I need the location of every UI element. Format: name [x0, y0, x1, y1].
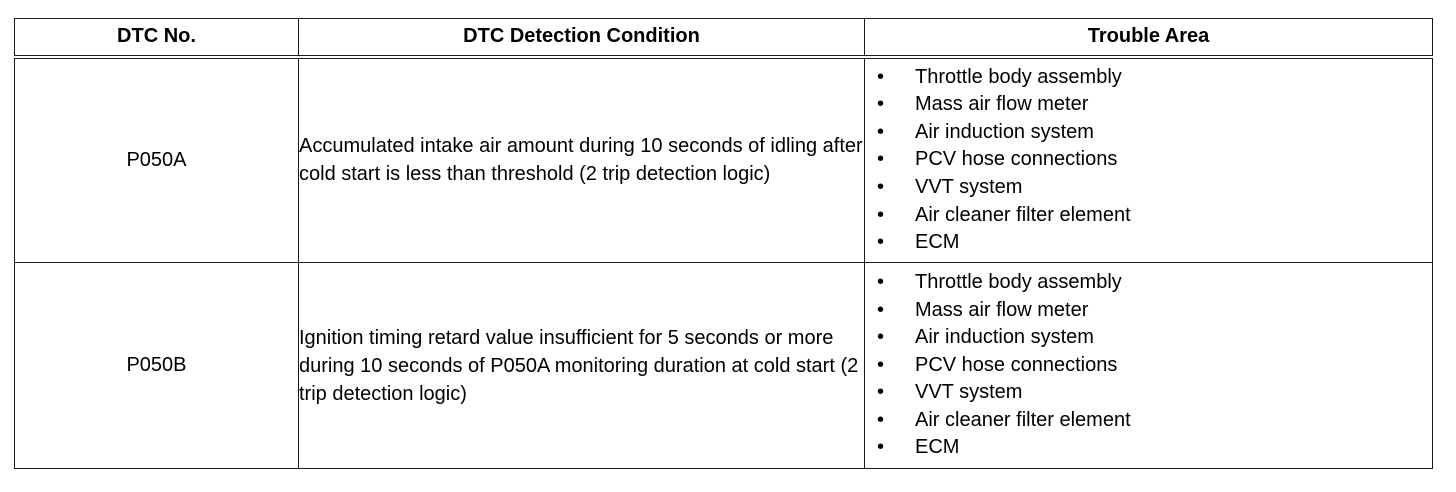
bullet-icon: •: [877, 65, 885, 88]
list-item: [865, 352, 1432, 380]
bullet-icon: •: [877, 231, 885, 254]
trouble-area-label: Air induction system: [915, 120, 1094, 143]
bullet-icon: •: [877, 408, 885, 431]
trouble-area-label: ECM: [915, 436, 960, 459]
bullet-icon: •: [877, 381, 885, 404]
trouble-area-list: [865, 64, 1432, 257]
table-row: [15, 263, 1433, 469]
list-item: [865, 91, 1432, 119]
header-trouble-area: Trouble Area: [865, 19, 1433, 57]
list-item: [865, 407, 1432, 435]
trouble-area-label: ECM: [915, 231, 960, 254]
bullet-icon: •: [877, 436, 885, 459]
trouble-area-cell: [865, 263, 1433, 469]
trouble-area-label: VVT system: [915, 381, 1023, 404]
bullet-icon: •: [877, 298, 885, 321]
table-row: [15, 57, 1433, 263]
trouble-area-label: Mass air flow meter: [915, 93, 1089, 116]
bullet-icon: •: [877, 203, 885, 226]
trouble-area-label: Mass air flow meter: [915, 298, 1089, 321]
bullet-icon: •: [877, 353, 885, 376]
list-item: [865, 64, 1432, 92]
trouble-area-list: [865, 269, 1432, 462]
detection-condition-cell: Accumulated intake air amount during 10 seconds of idling after cold start is less than threshold (2 trip detection logic): [299, 57, 865, 263]
list-item: [865, 379, 1432, 407]
trouble-area-label: Throttle body assembly: [915, 65, 1122, 88]
trouble-area-label: Air cleaner filter element: [915, 408, 1131, 431]
bullet-icon: •: [877, 270, 885, 293]
dtc-code-cell: P050A: [15, 57, 299, 263]
header-row: [15, 19, 1433, 57]
header-detection-condition: DTC Detection Condition: [299, 19, 865, 57]
bullet-icon: •: [877, 326, 885, 349]
list-item: [865, 269, 1432, 297]
trouble-area-label: PCV hose connections: [915, 353, 1118, 376]
list-item: [865, 297, 1432, 325]
trouble-area-label: VVT system: [915, 176, 1023, 199]
list-item: [865, 324, 1432, 352]
list-item: [865, 202, 1432, 230]
detection-condition-cell: Ignition timing retard value insufficient for 5 seconds or more during 10 seconds of P050A monitoring duration at cold start (2 trip detection logic): [299, 263, 865, 469]
bullet-icon: •: [877, 176, 885, 199]
dtc-code-cell: P050B: [15, 263, 299, 469]
trouble-area-label: Throttle body assembly: [915, 270, 1122, 293]
list-item: [865, 119, 1432, 147]
trouble-area-label: Air induction system: [915, 326, 1094, 349]
trouble-area-cell: [865, 57, 1433, 263]
list-item: [865, 229, 1432, 257]
list-item: [865, 146, 1432, 174]
list-item: [865, 434, 1432, 462]
trouble-area-label: Air cleaner filter element: [915, 203, 1131, 226]
trouble-area-label: PCV hose connections: [915, 148, 1118, 171]
bullet-icon: •: [877, 148, 885, 171]
bullet-icon: •: [877, 120, 885, 143]
dtc-table: [14, 18, 1433, 469]
bullet-icon: •: [877, 93, 885, 116]
list-item: [865, 174, 1432, 202]
header-dtc-no: DTC No.: [15, 19, 299, 57]
